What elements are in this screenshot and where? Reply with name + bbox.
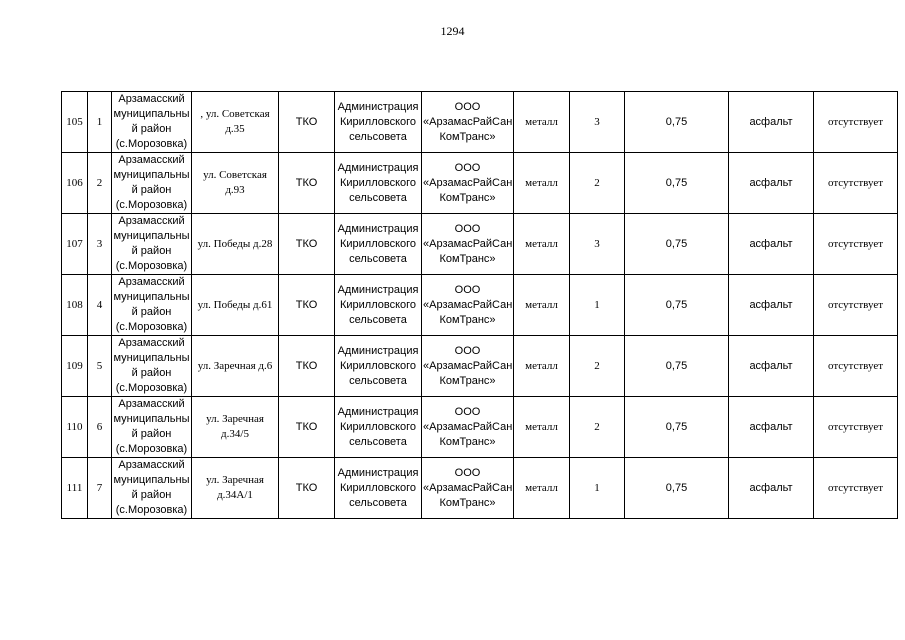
volume-cell: 0,75 <box>625 92 729 153</box>
waste-type-cell: ТКО <box>279 153 335 214</box>
fence-cell: отсутствует <box>814 92 898 153</box>
administration-cell: Администрация Кирилловского сельсовета <box>335 153 422 214</box>
waste-type-cell: ТКО <box>279 397 335 458</box>
administration-cell: Администрация Кирилловского сельсовета <box>335 397 422 458</box>
container-count-cell: 3 <box>570 214 625 275</box>
container-count-cell: 1 <box>570 458 625 519</box>
container-count-cell: 3 <box>570 92 625 153</box>
row-number: 105 <box>62 92 88 153</box>
container-count-cell: 1 <box>570 275 625 336</box>
address-cell: ул. Заречная д.6 <box>192 336 279 397</box>
waste-type-cell: ТКО <box>279 336 335 397</box>
container-count-cell: 2 <box>570 153 625 214</box>
fence-cell: отсутствует <box>814 275 898 336</box>
administration-cell: Администрация Кирилловского сельсовета <box>335 275 422 336</box>
fence-cell: отсутствует <box>814 336 898 397</box>
table-row <box>62 92 898 153</box>
volume-cell: 0,75 <box>625 214 729 275</box>
row-index: 6 <box>88 397 112 458</box>
district-cell: Арзамасский муниципальны й район (с.Морозовка) <box>112 275 192 336</box>
waste-type-cell: ТКО <box>279 275 335 336</box>
row-number: 110 <box>62 397 88 458</box>
table-row <box>62 397 898 458</box>
district-cell: Арзамасский муниципальны й район (с.Морозовка) <box>112 397 192 458</box>
waste-type-cell: ТКО <box>279 214 335 275</box>
fence-cell: отсутствует <box>814 153 898 214</box>
volume-cell: 0,75 <box>625 458 729 519</box>
fence-cell: отсутствует <box>814 214 898 275</box>
row-index: 3 <box>88 214 112 275</box>
administration-cell: Администрация Кирилловского сельсовета <box>335 336 422 397</box>
material-cell: металл <box>514 153 570 214</box>
surface-cell: асфальт <box>729 397 814 458</box>
row-number: 107 <box>62 214 88 275</box>
volume-cell: 0,75 <box>625 336 729 397</box>
table-row <box>62 336 898 397</box>
row-number: 106 <box>62 153 88 214</box>
fence-cell: отсутствует <box>814 458 898 519</box>
operator-cell: ООО «АрзамасРайСан КомТранс» <box>422 336 514 397</box>
volume-cell: 0,75 <box>625 153 729 214</box>
district-cell: Арзамасский муниципальны й район (с.Морозовка) <box>112 214 192 275</box>
administration-cell: Администрация Кирилловского сельсовета <box>335 458 422 519</box>
operator-cell: ООО «АрзамасРайСан КомТранс» <box>422 458 514 519</box>
material-cell: металл <box>514 214 570 275</box>
operator-cell: ООО «АрзамасРайСан КомТранс» <box>422 397 514 458</box>
district-cell: Арзамасский муниципальны й район (с.Морозовка) <box>112 458 192 519</box>
table-row <box>62 275 898 336</box>
container-count-cell: 2 <box>570 336 625 397</box>
waste-sites-table <box>61 91 898 519</box>
volume-cell: 0,75 <box>625 397 729 458</box>
waste-type-cell: ТКО <box>279 458 335 519</box>
address-cell: ул. Советская д.93 <box>192 153 279 214</box>
operator-cell: ООО «АрзамасРайСан КомТранс» <box>422 92 514 153</box>
page-number: 1294 <box>440 24 465 38</box>
material-cell: металл <box>514 92 570 153</box>
district-cell: Арзамасский муниципальны й район (с.Морозовка) <box>112 92 192 153</box>
material-cell: металл <box>514 397 570 458</box>
operator-cell: ООО «АрзамасРайСан КомТранс» <box>422 153 514 214</box>
row-index: 2 <box>88 153 112 214</box>
fence-cell: отсутствует <box>814 397 898 458</box>
operator-cell: ООО «АрзамасРайСан КомТранс» <box>422 275 514 336</box>
address-cell: ул. Победы д.61 <box>192 275 279 336</box>
row-index: 7 <box>88 458 112 519</box>
administration-cell: Администрация Кирилловского сельсовета <box>335 214 422 275</box>
table-row <box>62 153 898 214</box>
row-index: 1 <box>88 92 112 153</box>
operator-cell: ООО «АрзамасРайСан КомТранс» <box>422 214 514 275</box>
row-index: 4 <box>88 275 112 336</box>
material-cell: металл <box>514 275 570 336</box>
row-number: 108 <box>62 275 88 336</box>
district-cell: Арзамасский муниципальны й район (с.Морозовка) <box>112 153 192 214</box>
surface-cell: асфальт <box>729 214 814 275</box>
row-number: 109 <box>62 336 88 397</box>
material-cell: металл <box>514 458 570 519</box>
surface-cell: асфальт <box>729 153 814 214</box>
material-cell: металл <box>514 336 570 397</box>
address-cell: ул. Заречная д.34/5 <box>192 397 279 458</box>
waste-type-cell: ТКО <box>279 92 335 153</box>
surface-cell: асфальт <box>729 92 814 153</box>
container-count-cell: 2 <box>570 397 625 458</box>
surface-cell: асфальт <box>729 458 814 519</box>
table-row <box>62 458 898 519</box>
row-number: 111 <box>62 458 88 519</box>
row-index: 5 <box>88 336 112 397</box>
address-cell: , ул. Советская д.35 <box>192 92 279 153</box>
district-cell: Арзамасский муниципальны й район (с.Морозовка) <box>112 336 192 397</box>
surface-cell: асфальт <box>729 275 814 336</box>
address-cell: ул. Победы д.28 <box>192 214 279 275</box>
volume-cell: 0,75 <box>625 275 729 336</box>
surface-cell: асфальт <box>729 336 814 397</box>
administration-cell: Администрация Кирилловского сельсовета <box>335 92 422 153</box>
address-cell: ул. Заречная д.34А/1 <box>192 458 279 519</box>
table-row <box>62 214 898 275</box>
